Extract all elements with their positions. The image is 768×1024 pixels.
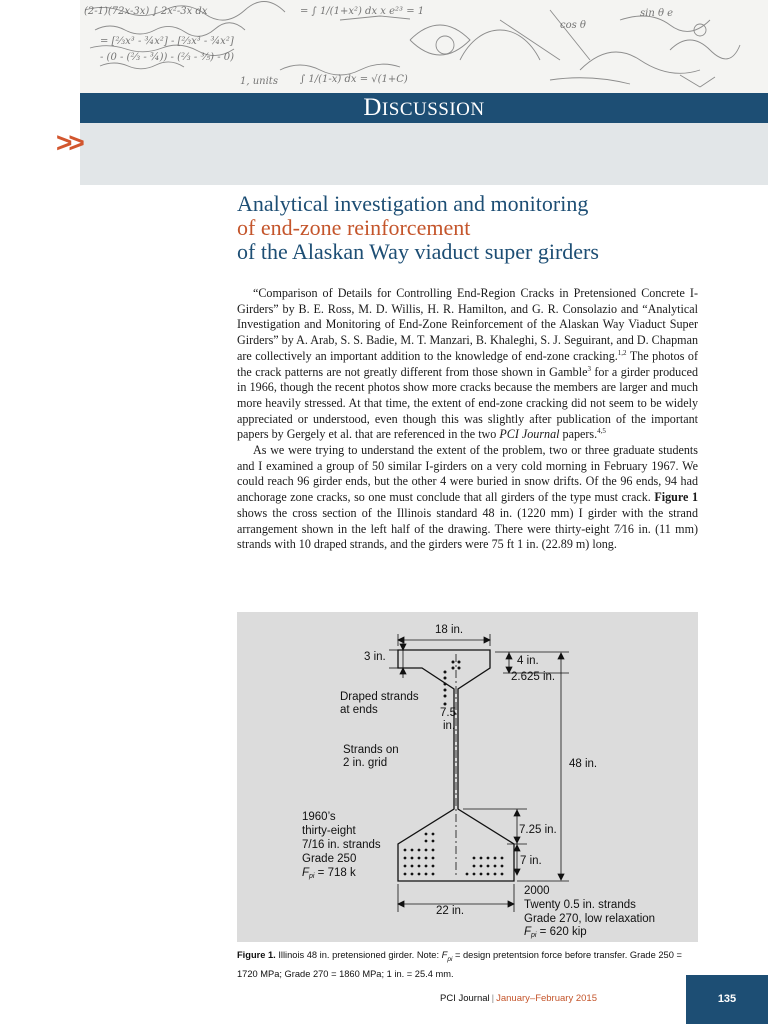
caption-text-a: Illinois 48 in. pretensioned girder. Note: — [275, 950, 442, 960]
figure-caption — [237, 948, 698, 981]
dim-48in-label: 48 in. — [569, 758, 598, 770]
title-line-3: of the Alaskan Way viaduct super girders — [237, 239, 599, 264]
fpi-value: = 718 k — [314, 867, 356, 879]
dim-48in — [517, 653, 569, 881]
label-grid: 2 in. grid — [343, 757, 388, 769]
svg-text:- (0 - (⅔ - ¾)) - (⅔ - ⅗) - 0): - (0 - (⅔ - ¾)) - (⅔ - ⅗) - 0) — [100, 52, 235, 63]
p2-text-c: in. (11 mm) strands with 10 draped strands, and the girders were 75 ft 1 in. (22.89 m) long. — [237, 521, 699, 552]
page-footer — [440, 993, 597, 1004]
p1-text-b: The photos of the crack patterns are not greatly different from those shown in Gamble — [237, 348, 698, 379]
girder-cross-section-drawing — [237, 612, 698, 942]
caption-f-subscript: pi — [447, 955, 453, 963]
p1-text-c: for a girder produced in 1966, though the recent photos show more cracks because the members are larger and much more heavily stressed. At that time, the extent of end-zone cracking did not seem to be widely appreciated or understood, even though this was slightly after publication of the important papers by Gergely et al. that are referenced in the two — [237, 364, 699, 442]
p2-text-a: As we were trying to understand the extent of the problem, two or three graduate students and I examined a group of 50 similar I-girders on a very cold morning in February 1967. We could reach 96 girder ends, but the other 4 were buried in snow drifts. Of the 96 ends, 94 had anchorage zone cracks, so one must conclude that all girders of the type must crack. — [237, 443, 698, 505]
svg-text:(2-1)(72x-3x) ∫ 2x²-3x dx: (2-1)(72x-3x) ∫ 2x²-3x dx — [84, 6, 208, 17]
caption-label: Figure 1. — [237, 950, 276, 960]
chevron-icon: >> — [56, 127, 81, 158]
title-line-1: Analytical investigation and monitoring — [237, 191, 589, 216]
svg-text:sin θ e: sin θ e — [640, 8, 674, 19]
title-line-2: of end-zone reinforcement — [237, 215, 471, 240]
label-fpi-718 — [302, 867, 356, 880]
fraction-7-16: 7⁄16 — [613, 521, 634, 536]
label-strands-on: Strands on — [343, 744, 399, 756]
dim-7in-label: 7 in. — [520, 855, 542, 867]
section-title-first-letter: D — [363, 94, 382, 121]
reference-sup: 4,5 — [597, 427, 606, 436]
dim-2625-label: 2.625 in. — [511, 671, 556, 683]
svg-text:1, units: 1, units — [240, 76, 278, 87]
label-twenty-strands: Twenty 0.5 in. strands — [524, 899, 636, 911]
header-gray-strip — [80, 123, 768, 185]
dim-7-25-label: 7.25 in. — [519, 824, 557, 836]
article-body — [237, 286, 698, 553]
figure-ref-bold: Figure 1 — [654, 490, 699, 505]
footer-date: January–February 2015 — [496, 993, 597, 1004]
section-title-rest: ISCUSSION — [381, 99, 485, 120]
math-scribble-art — [80, 0, 768, 96]
label-1960s: 1960’s — [302, 811, 336, 823]
svg-text:∫ 1/(1-x) dx = √(1+C): ∫ 1/(1-x) dx = √(1+C) — [300, 74, 408, 85]
fpi-subscript: pi — [531, 932, 537, 939]
label-grade-250: Grade 250 — [302, 853, 357, 865]
article-title — [237, 192, 737, 264]
bottom-strands-1960s — [404, 833, 435, 876]
label-at-ends: at ends — [340, 704, 378, 716]
fpi-value: = 620 kip — [536, 926, 587, 938]
fpi-subscript: pi — [309, 873, 315, 880]
reference-sup: 3 — [587, 364, 591, 373]
header-math-illustration — [80, 0, 768, 96]
svg-text:= [⅔x³ - ¾x²] - [⅔x³ - ¾x²]: = [⅔x³ - ¾x²] - [⅔x³ - ¾x²] — [100, 36, 234, 47]
label-thirty-eight: thirty-eight — [302, 825, 356, 837]
figure-1 — [237, 612, 698, 942]
label-2000: 2000 — [524, 885, 550, 897]
footer-separator: | — [491, 993, 495, 1004]
dim-4in-label: 4 in. — [517, 655, 539, 667]
label-grade-270: Grade 270, low relaxation — [524, 913, 656, 925]
fpi-symbol: F — [302, 867, 310, 879]
caption-text-b: = design pretentsion force before transfer. Grade 250 = 1720 MPa; Grade 270 = 1860 MPa; 1 in. = 25.4 mm. — [237, 950, 682, 979]
caption-f-symbol: F — [441, 950, 448, 960]
dim-3in-label: 3 in. — [364, 651, 386, 663]
paragraph-1 — [237, 286, 698, 443]
journal-name-italic: PCI Journal — [499, 427, 560, 442]
footer-journal: PCI Journal — [440, 993, 490, 1004]
page-number: 135 — [686, 975, 768, 1024]
svg-text:cos θ: cos θ — [560, 20, 586, 31]
bottom-strands-2000 — [466, 857, 504, 876]
label-draped-strands: Draped strands — [340, 691, 419, 703]
label-fpi-620 — [524, 926, 587, 939]
p2-text-b: shows the cross section of the Illinois standard 48 in. (1220 mm) I girder with the strand arrangement shown in the left half of the drawing. There were thirty-eight — [237, 505, 698, 536]
paragraph-2 — [237, 443, 698, 553]
label-7-16-strands: 7/16 in. strands — [302, 839, 381, 851]
dim-22in-label: 22 in. — [436, 905, 465, 917]
dim-7-5-label: 7.5 — [440, 707, 456, 719]
fpi-symbol: F — [524, 926, 532, 938]
p1-text-d: papers. — [559, 427, 598, 442]
svg-text:= ∫ 1/(1+x²) dx x e²³ = 1: = ∫ 1/(1+x²) dx x e²³ = 1 — [300, 6, 425, 17]
dim-18-label: 18 in. — [435, 624, 464, 636]
dim-7-5-unit: in. — [443, 720, 456, 732]
p1-text-a: “Comparison of Details for Controlling End-Region Cracks in Pretensioned Concrete I-Girders” by B. E. Ross, M. D. Willis, H. R. Hamilton, and G. R. Consolazio and “Analytical Investigation and Monitoring of End-Zone Reinforcement of the Alaskan Way Viaduct Super Girders” by A. Arab, S. S. Badie, M. T. Manzari, B. Khaleghi, S. J. Seguirant, and D. Chapman are collectively an important addition to the knowledge of end-zone cracking. — [237, 286, 698, 363]
reference-sup: 1,2 — [617, 348, 627, 357]
section-header-band — [80, 93, 768, 123]
